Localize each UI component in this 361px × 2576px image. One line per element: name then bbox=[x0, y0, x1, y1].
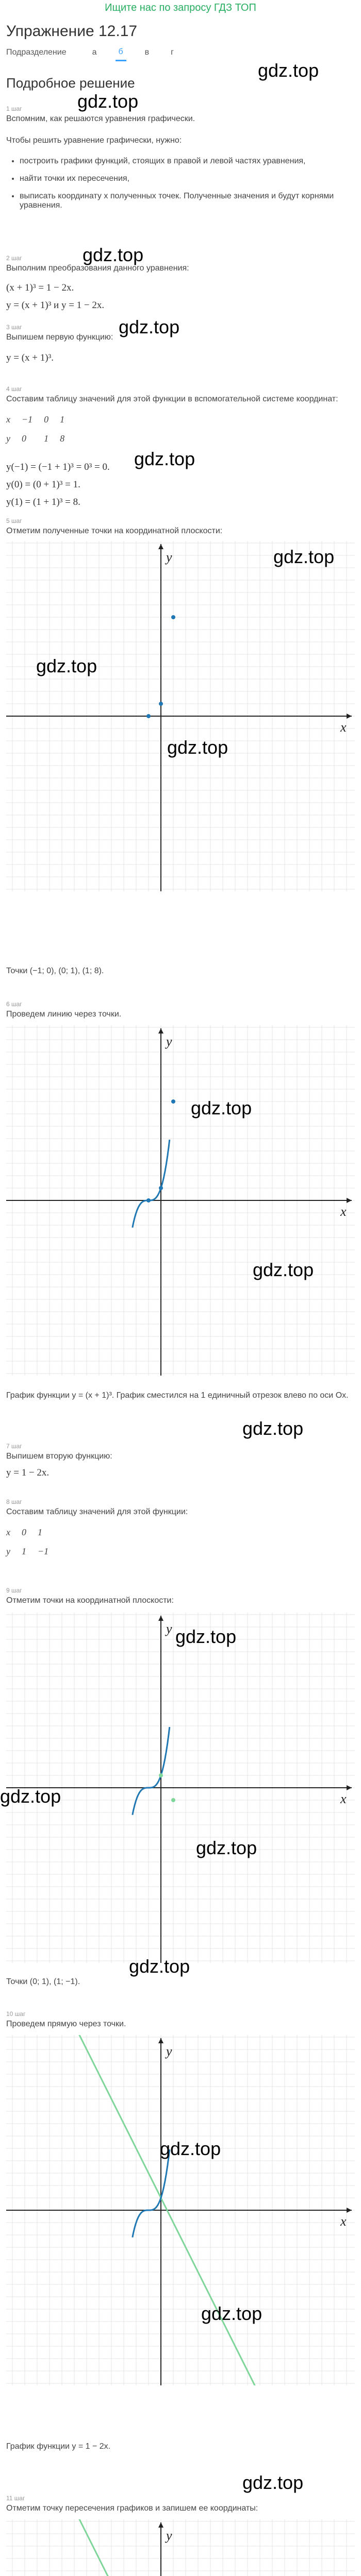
watermark: gdz.top bbox=[134, 448, 195, 469]
plot-cubic bbox=[6, 1025, 355, 1376]
data-point bbox=[171, 1798, 175, 1802]
calc-line: y(0) = (0 + 1)³ = 1. bbox=[6, 479, 80, 490]
points-text: Точки (0; 1), (1; −1). bbox=[6, 1977, 80, 1986]
data-point bbox=[146, 714, 151, 718]
table-cell: −1 bbox=[22, 414, 33, 425]
table-cell: 1 bbox=[22, 1546, 26, 1556]
table-cell: x bbox=[6, 1527, 10, 1537]
equation: y = (x + 1)³. bbox=[6, 352, 54, 363]
watermark: gdz.top bbox=[160, 2138, 221, 2159]
watermark: gdz.top bbox=[119, 316, 180, 337]
search-banner[interactable]: Ищите нас по запросу ГДЗ ТОП bbox=[105, 2, 256, 13]
data-point bbox=[159, 1773, 163, 1777]
step-label: 11 шаг bbox=[6, 2495, 25, 2502]
watermark: gdz.top bbox=[196, 1837, 257, 1858]
points-text: Точки (−1; 0), (0; 1), (1; 8). bbox=[6, 967, 104, 975]
x-axis-label: x bbox=[340, 720, 347, 735]
y-axis-arrow bbox=[158, 544, 163, 549]
step-text: Составим таблицу значений для этой функции: bbox=[6, 1507, 188, 1516]
data-point bbox=[159, 1186, 163, 1190]
graph-note: График функции y = (x + 1)³. График сместился на 1 единичный отрезок влево по оси Ox. bbox=[6, 1391, 349, 1400]
y-axis-label: y bbox=[166, 2528, 172, 2543]
cubic-curve bbox=[133, 1140, 170, 1228]
coordinate-plane bbox=[6, 1025, 355, 1376]
bullet-item: • найти точки их пересечения, bbox=[20, 174, 355, 183]
calc-line: y(1) = (1 + 1)³ = 8. bbox=[6, 497, 80, 507]
table-cell: 0 bbox=[22, 1527, 26, 1537]
watermark: gdz.top bbox=[129, 1956, 190, 1977]
table-cell: y bbox=[6, 433, 10, 444]
data-point bbox=[159, 702, 163, 706]
table-cell: 0 bbox=[44, 414, 49, 425]
x-axis-label: x bbox=[340, 2214, 347, 2229]
cubic-curve bbox=[133, 2149, 170, 2238]
x-axis-label: x bbox=[340, 1791, 347, 1806]
table-cell: 8 bbox=[60, 433, 65, 444]
bullet-item: • выписать координату x полученных точек. Полученные значения и будут корнями уравнения. bbox=[20, 192, 355, 210]
table-cell: 1 bbox=[60, 414, 65, 425]
value-table bbox=[6, 1523, 355, 1561]
equation: (x + 1)³ = 1 − 2x. bbox=[6, 282, 74, 293]
y-axis-arrow bbox=[158, 2038, 163, 2043]
coordinate-plane bbox=[6, 2519, 355, 2576]
tabs-label: Подразделение bbox=[6, 48, 67, 57]
data-point bbox=[146, 1198, 151, 1202]
page-title: Упражнение 12.17 bbox=[6, 23, 138, 40]
table-cell: −1 bbox=[38, 1546, 49, 1556]
line-note: График функции y = 1 − 2x. bbox=[6, 2442, 111, 2451]
watermark: gdz.top bbox=[201, 2303, 262, 2324]
step-label: 2 шаг bbox=[6, 255, 22, 262]
watermark: gdz.top bbox=[175, 1626, 237, 1647]
equation: y = 1 − 2x. bbox=[6, 1467, 50, 1478]
tab-v[interactable]: в bbox=[144, 48, 150, 57]
step-text: Проведем прямую через точки. bbox=[6, 2020, 126, 2028]
watermark: gdz.top bbox=[253, 1259, 314, 1280]
tab-a[interactable]: а bbox=[92, 48, 97, 57]
table-cell: 1 bbox=[44, 433, 49, 444]
plot-both bbox=[6, 2035, 355, 2385]
watermark: gdz.top bbox=[242, 2472, 304, 2493]
watermark: gdz.top bbox=[242, 1418, 304, 1439]
step-label: 7 шаг bbox=[6, 1443, 22, 1450]
step-label: 5 шаг bbox=[6, 517, 22, 524]
plot-points bbox=[6, 541, 355, 891]
tab-g[interactable]: г bbox=[171, 48, 174, 57]
table-cell: y bbox=[6, 1546, 10, 1556]
y-axis-label: y bbox=[166, 1034, 172, 1049]
watermark: gdz.top bbox=[83, 244, 144, 265]
watermark: gdz.top bbox=[167, 737, 228, 758]
x-axis-arrow bbox=[347, 1785, 352, 1790]
step-text: Отметим точки на координатной плоскости: bbox=[6, 1596, 174, 1605]
y-axis-label: y bbox=[166, 2044, 172, 2059]
step-label: 8 шаг bbox=[6, 1498, 22, 1505]
x-axis-label: x bbox=[340, 1204, 347, 1219]
table-cell: x bbox=[6, 414, 10, 425]
value-table bbox=[6, 410, 355, 448]
coordinate-plane bbox=[6, 541, 355, 891]
step-text: Выполним преобразования данного уравнения: bbox=[6, 264, 189, 273]
tab-b[interactable]: б bbox=[116, 44, 126, 61]
equation: y = (x + 1)³ и y = 1 − 2x. bbox=[6, 300, 105, 311]
intro-text: Чтобы решить уравнение графически, нужно: bbox=[6, 136, 182, 145]
watermark: gdz.top bbox=[36, 655, 97, 676]
step-text: Отметим точку пересечения графиков и запишем ее координаты: bbox=[6, 2504, 258, 2513]
tab-bar bbox=[6, 43, 355, 62]
bullet-item: • построить графики функций, стоящих в правой и левой частях уравнения, bbox=[20, 157, 355, 166]
y-axis-label: y bbox=[166, 550, 172, 565]
table-cell: 0 bbox=[22, 433, 26, 444]
y-axis-arrow bbox=[158, 1028, 163, 1033]
step-label: 9 шаг bbox=[6, 1587, 22, 1594]
watermark: gdz.top bbox=[258, 60, 319, 81]
step-label: 10 шаг bbox=[6, 2010, 26, 2018]
bullet-list bbox=[6, 157, 355, 218]
x-axis-arrow bbox=[347, 2208, 352, 2213]
y-axis-arrow bbox=[158, 1616, 163, 1621]
plot-intersection bbox=[6, 2519, 355, 2576]
y-axis-arrow bbox=[158, 2522, 163, 2528]
cubic-curve bbox=[133, 1727, 170, 1815]
step-text: Составим таблицу значений для этой функции в вспомогательной системе координат: bbox=[6, 395, 338, 403]
watermark: gdz.top bbox=[77, 91, 139, 112]
step-text: Проведем линию через точки. bbox=[6, 1010, 122, 1019]
step-text: Выпишем первую функцию: bbox=[6, 333, 113, 342]
y-axis-label: y bbox=[166, 1621, 172, 1636]
step-label: 6 шаг bbox=[6, 1001, 22, 1008]
step-text: Вспомним, как решаются уравнения графически. bbox=[6, 114, 195, 123]
watermark: gdz.top bbox=[273, 546, 335, 567]
step-label: 3 шаг bbox=[6, 324, 22, 331]
step-label: 1 шаг bbox=[6, 105, 22, 112]
data-point bbox=[171, 615, 175, 619]
data-point bbox=[171, 1099, 175, 1104]
coordinate-plane bbox=[6, 2035, 355, 2385]
watermark: gdz.top bbox=[0, 1786, 61, 1807]
x-axis-arrow bbox=[347, 1198, 352, 1203]
watermark: gdz.top bbox=[191, 1097, 252, 1118]
x-axis-arrow bbox=[347, 714, 352, 719]
step-text: Отметим полученные точки на координатной плоскости: bbox=[6, 527, 223, 535]
calc-line: y(−1) = (−1 + 1)³ = 0³ = 0. bbox=[6, 462, 110, 472]
table-cell: 1 bbox=[38, 1527, 42, 1537]
step-text: Выпишем вторую функцию: bbox=[6, 1452, 112, 1461]
section-title: Подробное решение bbox=[6, 75, 135, 91]
step-label: 4 шаг bbox=[6, 385, 22, 393]
